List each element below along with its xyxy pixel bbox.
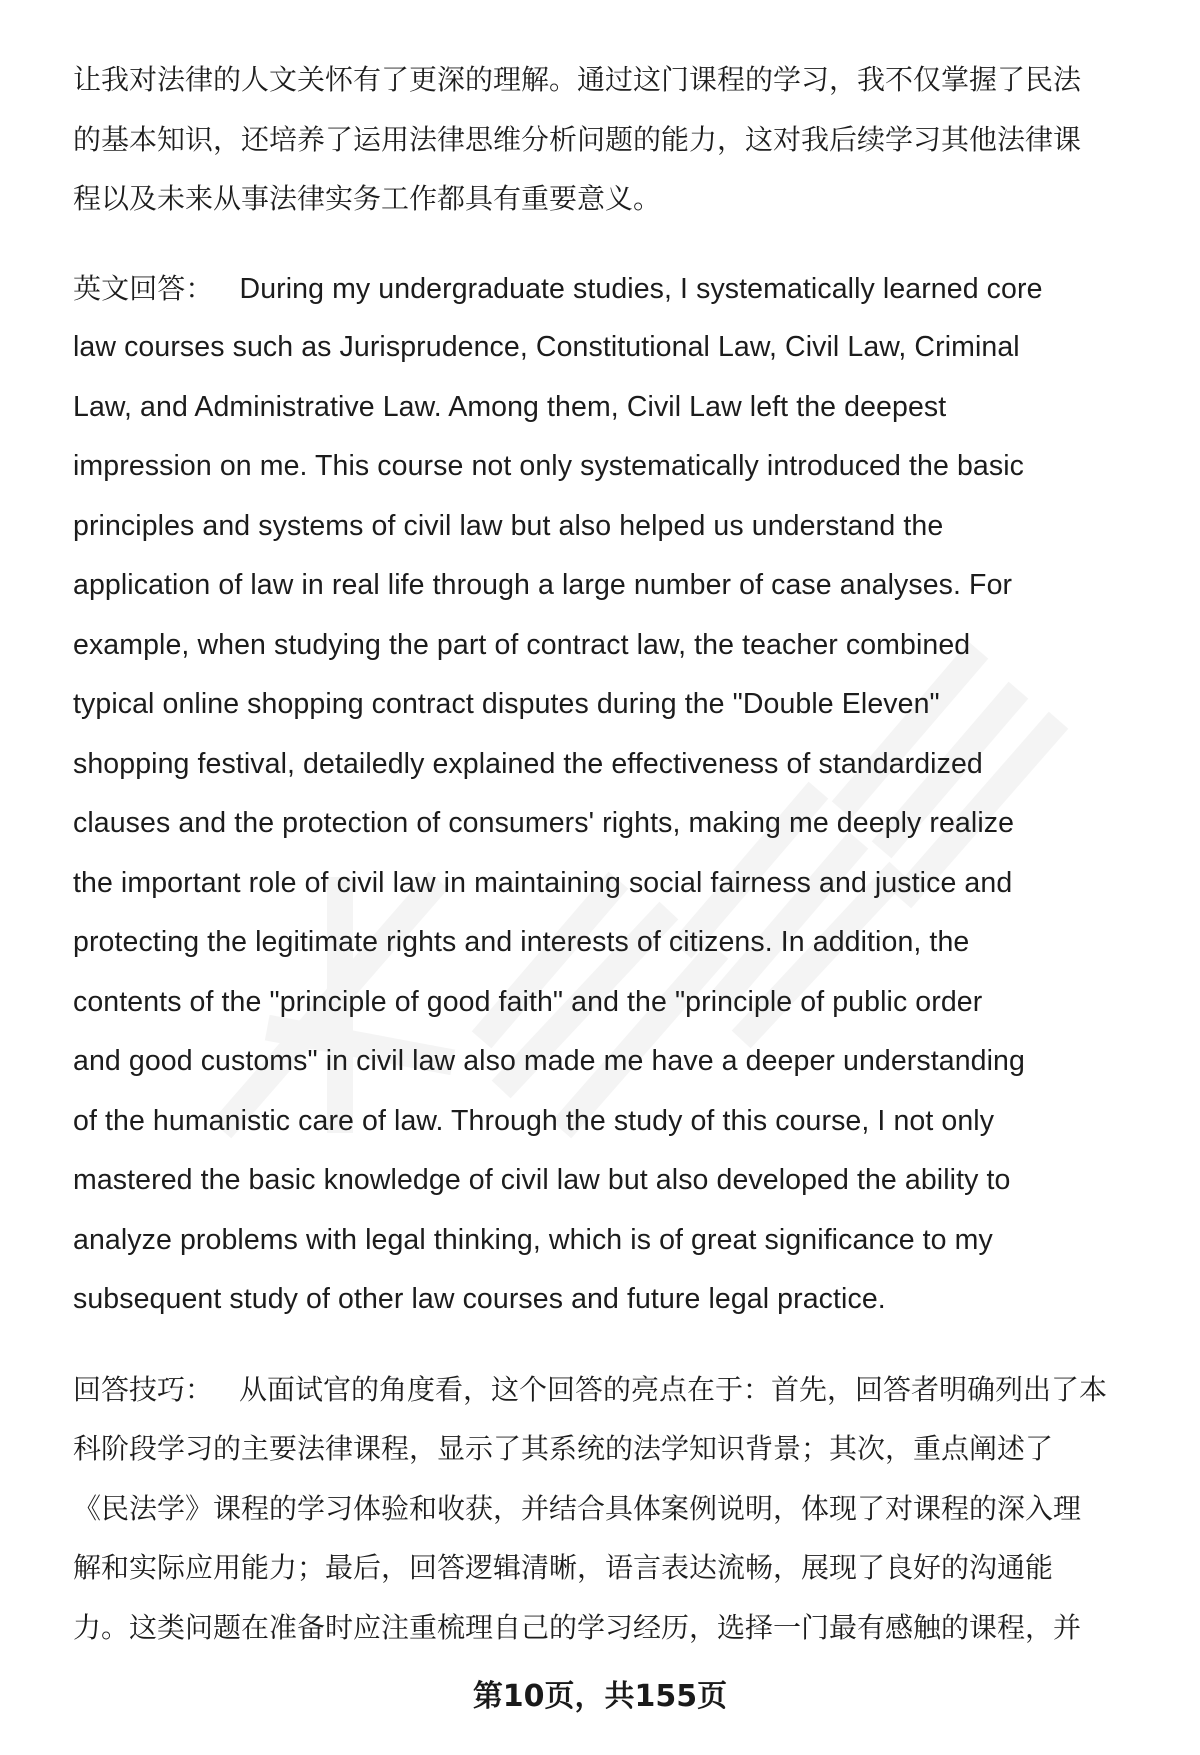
english-answer-label: 英文回答： (73, 271, 214, 305)
text-line: application of law in real life through a large number of case analyses. For (73, 569, 1013, 601)
text-line: of the humanistic care of law. Through the study of this course, I not only (73, 1104, 995, 1137)
text-line-content: During my undergraduate studies, I systematically learned core (239, 272, 1043, 305)
answer-tips-paragraph (73, 1360, 1153, 1658)
answer-tips-label: 回答技巧： (73, 1372, 214, 1406)
text-line: and good customs" in civil law also made me have a deeper understanding (73, 1045, 1025, 1077)
text-line: 程以及未来从事法律实务工作都具有重要意义。 (73, 182, 662, 215)
text-line: law courses such as Jurisprudence, Constitutional Law, Civil Law, Criminal (73, 331, 1020, 363)
intro-paragraph (73, 50, 1153, 229)
english-answer-paragraph (73, 259, 1153, 1330)
text-line (73, 1360, 1153, 1420)
text-line: clauses and the protection of consumers' rights, making me deeply realize (73, 807, 1015, 839)
text-line-content: 从面试官的角度看，这个回答的亮点在于：首先，回答者明确列出了本 (239, 1372, 1108, 1406)
text-line: 力。这类问题在准备时应注重梳理自己的学习经历，选择一门最有感触的课程，并 (73, 1610, 1082, 1644)
text-line: contents of the "principle of good faith" and the "principle of public order (73, 985, 983, 1018)
text-line: analyze problems with legal thinking, which is of great significance to my (73, 1223, 993, 1256)
text-line: 让我对法律的人文关怀有了更深的理解。通过这门课程的学习，我不仅掌握了民法 (73, 63, 1082, 96)
text-line: 《民法学》课程的学习体验和收获，并结合具体案例说明，体现了对课程的深入理 (73, 1491, 1082, 1525)
text-line: subsequent study of other law courses and future legal practice. (73, 1283, 886, 1315)
text-line: Law, and Administrative Law. Among them, Civil Law left the deepest (73, 390, 947, 423)
page-number-footer: 第10页，共155页 (472, 1679, 728, 1714)
text-line: the important role of civil law in maintaining social fairness and justice and (73, 866, 1013, 899)
text-line: principles and systems of civil law but also helped us understand the (73, 509, 944, 542)
text-line: mastered the basic knowledge of civil law but also developed the ability to (73, 1164, 1011, 1196)
text-line: protecting the legitimate rights and interests of citizens. In addition, the (73, 926, 970, 958)
text-line: 解和实际应用能力；最后，回答逻辑清晰，语言表达流畅，展现了良好的沟通能 (73, 1551, 1054, 1584)
text-line: example, when studying the part of contract law, the teacher combined (73, 628, 971, 661)
text-line: shopping festival, detailedly explained the effectiveness of standardized (73, 747, 983, 780)
document-page (73, 50, 1153, 1657)
text-line: 的基本知识，还培养了运用法律思维分析问题的能力，这对我后续学习其他法律课 (73, 122, 1082, 156)
text-line: 科阶段学习的主要法律课程，显示了其系统的法学知识背景；其次，重点阐述了 (73, 1432, 1054, 1465)
text-line: impression on me. This course not only systematically introduced the basic (73, 450, 1024, 482)
text-line: typical online shopping contract disputes during the "Double Eleven" (73, 688, 940, 720)
text-line (73, 259, 1153, 319)
